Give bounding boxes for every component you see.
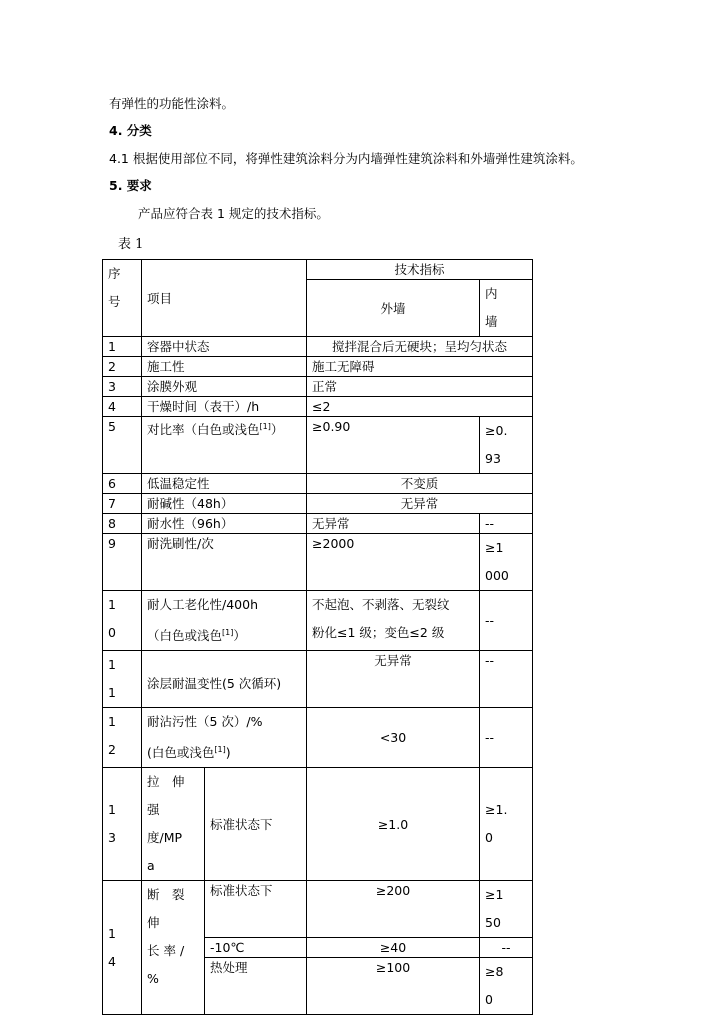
row-exterior: ≥1.0 <box>307 768 480 881</box>
header-tech: 技术指标 <box>307 260 533 280</box>
row-interior: ≥1 50 <box>480 881 533 938</box>
row-no: 6 <box>103 474 142 494</box>
row-interior: -- <box>480 591 533 651</box>
table-row <box>103 881 533 938</box>
row-interior: -- <box>480 938 533 958</box>
row-item: 容器中状态 <box>142 337 307 357</box>
intro-line: 有弹性的功能性涂料。 <box>109 96 235 111</box>
row-value: 无异常 <box>307 494 533 514</box>
row-value: 不变质 <box>307 474 533 494</box>
row-exterior: ≥100 <box>307 958 480 1015</box>
row-item: 施工性 <box>142 357 307 377</box>
row-no: 7 <box>103 494 142 514</box>
spec-table <box>102 259 533 1015</box>
row-item: 耐水性（96h） <box>142 514 307 534</box>
row-item: 断 裂 伸 长 率 / % <box>142 881 205 1015</box>
row-item: 干燥时间（表干）/h <box>142 397 307 417</box>
row-item: 低温稳定性 <box>142 474 307 494</box>
table-row <box>103 337 533 357</box>
row-item: 对比率（白色或浅色[1]） <box>142 417 307 474</box>
row-no: 1 1 <box>103 651 142 708</box>
row-interior: ≥1. 0 <box>480 768 533 881</box>
row-interior: -- <box>480 708 533 768</box>
row-interior: -- <box>480 514 533 534</box>
heading-classification: 4. 分类 <box>109 123 152 138</box>
row-no: 5 <box>103 417 142 474</box>
header-exterior: 外墙 <box>307 280 480 337</box>
row-item: 耐碱性（48h） <box>142 494 307 514</box>
row-item: 耐洗刷性/次 <box>142 534 307 591</box>
row-exterior: 不起泡、不剥落、无裂纹 粉化≤1 级；变色≤2 级 <box>307 591 480 651</box>
row-interior: -- <box>480 651 533 708</box>
row-exterior: ≥200 <box>307 881 480 938</box>
row-no: 1 4 <box>103 881 142 1015</box>
row-exterior: 无异常 <box>307 651 480 708</box>
table-caption: 表 1 <box>118 237 144 252</box>
paragraph-5: 产品应符合表 1 规定的技术指标。 <box>138 206 329 221</box>
row-item: 耐沾污性（5 次）/% (白色或浅色[1]) <box>142 708 307 768</box>
table-header-row <box>103 260 533 280</box>
row-item: 涂层耐温变性(5 次循环) <box>142 651 307 708</box>
row-no: 1 3 <box>103 768 142 881</box>
row-no: 9 <box>103 534 142 591</box>
row-no: 1 2 <box>103 708 142 768</box>
row-exterior: ≥40 <box>307 938 480 958</box>
table-row <box>103 534 533 591</box>
header-seq: 序 号 <box>103 260 142 337</box>
row-exterior: ≥2000 <box>307 534 480 591</box>
row-interior: ≥8 0 <box>480 958 533 1015</box>
row-no: 4 <box>103 397 142 417</box>
row-item: 涂膜外观 <box>142 377 307 397</box>
table-row <box>103 494 533 514</box>
row-value: ≤2 <box>307 397 533 417</box>
table-row <box>103 514 533 534</box>
row-value: 施工无障碍 <box>307 357 533 377</box>
row-exterior: ≥0.90 <box>307 417 480 474</box>
row-condition: 标准状态下 <box>205 881 307 938</box>
row-exterior: 无异常 <box>307 514 480 534</box>
table-row <box>103 474 533 494</box>
header-item: 项目 <box>142 260 307 337</box>
row-value: 搅拌混合后无硬块；呈均匀状态 <box>307 337 533 357</box>
table-row <box>103 417 533 474</box>
row-condition: 热处理 <box>205 958 307 1015</box>
table-row <box>103 708 533 768</box>
row-condition: -10℃ <box>205 938 307 958</box>
row-exterior: <30 <box>307 708 480 768</box>
header-interior: 内 墙 <box>480 280 533 337</box>
row-interior: ≥1 000 <box>480 534 533 591</box>
row-no: 1 0 <box>103 591 142 651</box>
row-no: 3 <box>103 377 142 397</box>
heading-requirements: 5. 要求 <box>109 178 152 193</box>
row-item: 耐人工老化性/400h （白色或浅色[1]） <box>142 591 307 651</box>
paragraph-4-1: 4.1 根据使用部位不同，将弹性建筑涂料分为内墙弹性建筑涂料和外墙弹性建筑涂料。 <box>109 151 583 166</box>
row-item: 拉 伸 强 度/MP a <box>142 768 205 881</box>
row-interior: ≥0. 93 <box>480 417 533 474</box>
row-condition: 标准状态下 <box>205 768 307 881</box>
row-no: 8 <box>103 514 142 534</box>
table-row <box>103 768 533 881</box>
table-row <box>103 397 533 417</box>
table-row <box>103 651 533 708</box>
row-no: 2 <box>103 357 142 377</box>
table-row <box>103 357 533 377</box>
table-row <box>103 591 533 651</box>
table-row <box>103 377 533 397</box>
row-value: 正常 <box>307 377 533 397</box>
row-no: 1 <box>103 337 142 357</box>
